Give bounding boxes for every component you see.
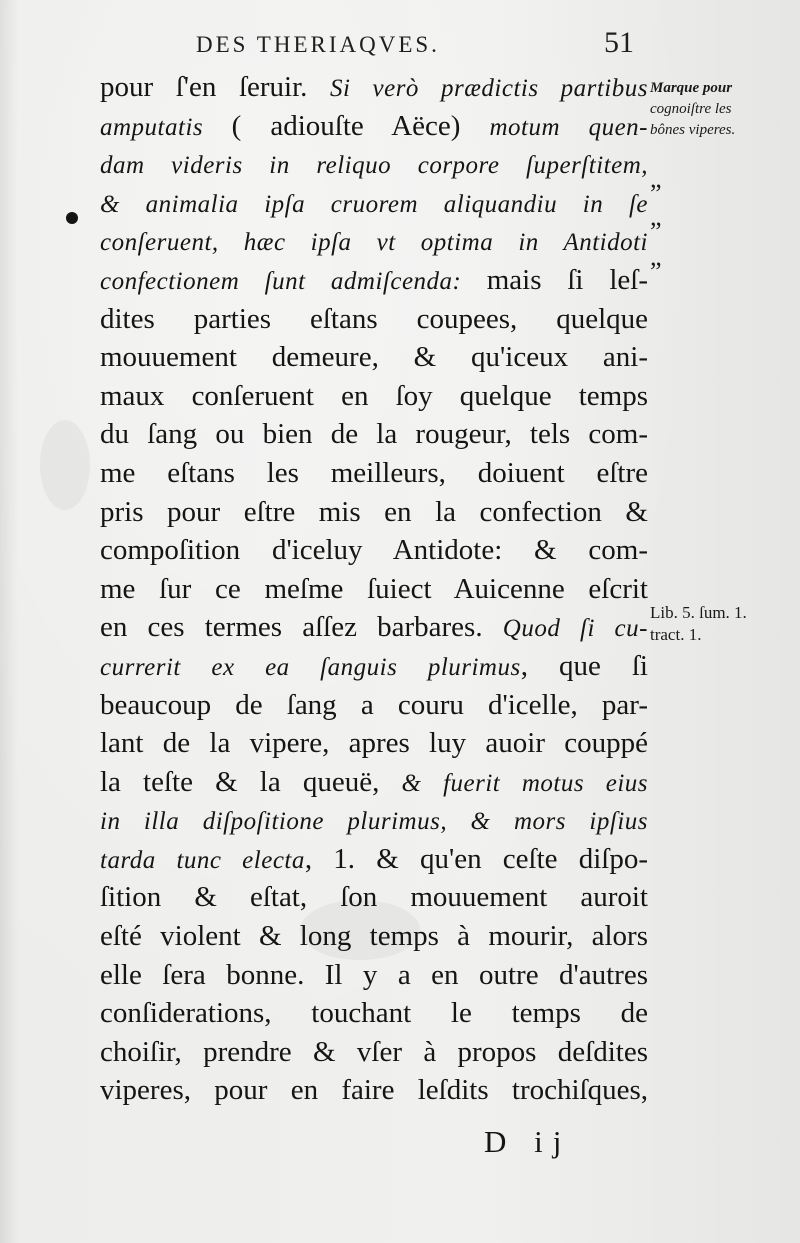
latin-quote: dam videris in reliquo corpore ſuperſtitem,: [100, 152, 648, 180]
french-text: la teſte & la queuë,: [100, 765, 402, 798]
body-text: [100, 68, 648, 1110]
ink-blot: [66, 212, 78, 224]
french-text: lant de la vipere, apres luy auoir couppé: [100, 727, 648, 760]
margin-note-line: tract. 1.: [650, 625, 702, 644]
latin-quote: conſeruent, hæc ipſa vt optima in Antidoti: [100, 229, 648, 257]
paper-stain: [40, 420, 90, 510]
text-line: [100, 338, 648, 377]
signature-mark: D ij: [484, 1124, 572, 1159]
french-text: conſiderations, touchant le temps de: [100, 997, 648, 1030]
latin-quote: in illa diſpoſitione plurimus, & mors ipſius: [100, 808, 648, 836]
latin-quote: & fuerit motus eius: [401, 769, 649, 797]
text-line: [100, 917, 648, 956]
french-text: choiſir, prendre & vſer à propos deſdites: [100, 1035, 648, 1068]
text-line: [100, 878, 648, 917]
text-line: [100, 840, 648, 879]
page-number: 51: [604, 26, 634, 59]
text-line: [100, 145, 648, 184]
text-line: [100, 570, 648, 609]
latin-quote: amputatis: [100, 113, 232, 141]
french-text: dites parties eſtans coupees, quelque: [100, 302, 648, 335]
french-text: pour ſ'en ſeruir.: [100, 71, 330, 103]
quote-mark: „: [650, 164, 662, 193]
text-line: [100, 261, 648, 300]
text-line: [100, 300, 648, 339]
latin-quote: Quod ſi cu-: [502, 615, 648, 643]
latin-quote: confectionem ſunt admiſcenda:: [100, 267, 487, 295]
text-line: [100, 724, 648, 763]
text-line: [100, 454, 648, 493]
text-line: [100, 956, 648, 995]
french-text: beaucoup de ſang a couru d'icelle, par-: [100, 688, 648, 721]
french-text: elle ſera bonne. Il y a en outre d'autres: [100, 958, 648, 991]
text-line: [100, 763, 648, 802]
latin-quote: currerit ex ea ſanguis plurimus: [100, 653, 521, 681]
french-text: du ſang ou bien de la rougeur, tels com-: [100, 418, 648, 451]
french-text: ( adiouſte Aëce): [231, 109, 490, 142]
page-header: [196, 24, 656, 64]
latin-quote: tarda tunc electa: [100, 846, 305, 874]
margin-note-marque: [650, 78, 795, 141]
french-text: compoſition d'iceluy Antidote: & com-: [100, 534, 648, 567]
text-line: [100, 531, 648, 570]
latin-quote: & animalia ipſa cruorem aliquandiu in ſe: [100, 190, 648, 218]
margin-note-reference: [650, 598, 800, 650]
margin-note-line: cognoiſtre les: [650, 101, 732, 117]
text-line: [100, 493, 648, 532]
text-line: [100, 647, 648, 686]
text-line: [100, 107, 648, 146]
text-line: [100, 994, 648, 1033]
french-text: pris pour eſtre mis en la confection &: [100, 495, 648, 528]
text-line: [100, 184, 648, 223]
french-text: me ſur ce meſme ſuiect Auicenne eſcrit: [100, 572, 648, 605]
quote-mark: „: [650, 242, 662, 271]
text-line: [100, 377, 648, 416]
quote-mark: „: [650, 202, 662, 231]
french-text: mais ſi leſ-: [486, 263, 648, 296]
text-line: [100, 608, 648, 647]
margin-note-line: bônes viperes.: [650, 122, 736, 138]
french-text: , 1. & qu'en ceſte diſpo-: [304, 842, 648, 875]
french-text: eſté violent & long temps à mourir, alors: [100, 920, 648, 953]
french-text: me eſtans les meilleurs, doiuent eſtre: [100, 456, 648, 489]
french-text: , que ſi: [520, 649, 648, 682]
text-line: [100, 415, 648, 454]
text-line: [100, 68, 648, 107]
french-text: mouuement demeure, & qu'iceux ani-: [100, 341, 648, 374]
french-text: en ces termes aſſez barbares.: [100, 611, 503, 644]
text-line: [100, 1071, 648, 1110]
french-text: maux conſeruent en ſoy quelque temps: [100, 379, 648, 412]
text-line: [100, 801, 648, 840]
running-head: DES THERIAQVES.: [196, 32, 440, 57]
latin-quote: Si verò prædictis partibus: [329, 75, 648, 102]
margin-note-line: Marque pour: [650, 80, 733, 96]
latin-quote: motum quen-: [489, 113, 649, 141]
margin-note-line: Lib. 5. ſum. 1.: [650, 603, 747, 622]
french-text: viperes, pour en faire leſdits trochiſques,: [100, 1074, 648, 1107]
french-text: ſition & eſtat, ſon mouuement auroit: [100, 881, 648, 914]
text-line: [100, 222, 648, 261]
text-line: [100, 1033, 648, 1072]
text-line: [100, 686, 648, 725]
